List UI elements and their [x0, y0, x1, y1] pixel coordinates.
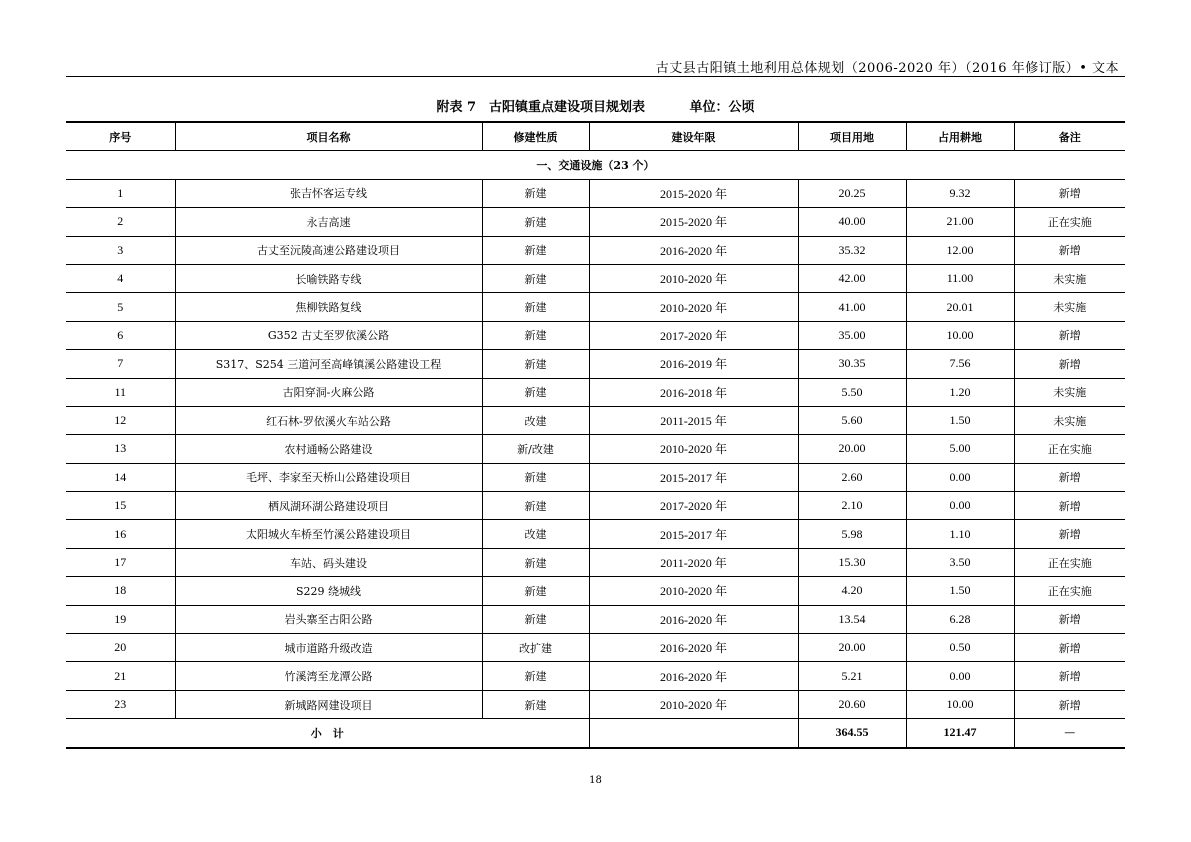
cell-period: 2010-2020 年 [589, 435, 798, 463]
project-plan-table [66, 121, 1125, 749]
cell-period: 2017-2020 年 [589, 492, 798, 520]
cell-farmland-occupied: 0.50 [906, 634, 1014, 662]
table-row [66, 690, 1125, 718]
cell-index: 1 [66, 179, 175, 207]
cell-construction-type: 新建 [482, 577, 589, 605]
cell-project-name: 竹溪湾至龙潭公路 [175, 662, 482, 690]
cell-farmland-occupied: 1.10 [906, 520, 1014, 548]
cell-index: 16 [66, 520, 175, 548]
cell-note: 正在实施 [1014, 577, 1125, 605]
table-row [66, 634, 1125, 662]
cell-period: 2010-2020 年 [589, 293, 798, 321]
cell-period: 2010-2020 年 [589, 264, 798, 292]
cell-note: 正在实施 [1014, 208, 1125, 236]
column-header-index: 序号 [66, 122, 175, 151]
cell-construction-type: 新建 [482, 264, 589, 292]
cell-note: 正在实施 [1014, 435, 1125, 463]
cell-index: 15 [66, 492, 175, 520]
cell-period: 2015-2020 年 [589, 179, 798, 207]
cell-project-land: 41.00 [798, 293, 906, 321]
subtotal-label: 小 计 [66, 719, 589, 748]
cell-construction-type: 改建 [482, 406, 589, 434]
cell-construction-type: 新建 [482, 690, 589, 718]
cell-construction-type: 新建 [482, 293, 589, 321]
table-row [66, 208, 1125, 236]
cell-project-name: 栖凤湖环湖公路建设项目 [175, 492, 482, 520]
cell-project-land: 4.20 [798, 577, 906, 605]
cell-index: 23 [66, 690, 175, 718]
cell-project-land: 5.21 [798, 662, 906, 690]
cell-note: 正在实施 [1014, 548, 1125, 576]
cell-index: 12 [66, 406, 175, 434]
cell-period: 2016-2020 年 [589, 662, 798, 690]
cell-project-land: 2.60 [798, 463, 906, 491]
cell-construction-type: 新建 [482, 463, 589, 491]
cell-project-name: S229 绕城线 [175, 577, 482, 605]
cell-project-name: 焦柳铁路复线 [175, 293, 482, 321]
cell-index: 7 [66, 350, 175, 378]
cell-construction-type: 新建 [482, 321, 589, 349]
cell-project-name: 古阳穿洞-火麻公路 [175, 378, 482, 406]
cell-project-land: 5.60 [798, 406, 906, 434]
cell-project-land: 20.60 [798, 690, 906, 718]
table-row [66, 179, 1125, 207]
cell-period: 2015-2020 年 [589, 208, 798, 236]
document-header-title: 古丈县古阳镇土地利用总体规划（2006-2020 年）（2016 年修订版）• 文本 [655, 61, 1119, 76]
table-row [66, 435, 1125, 463]
cell-period: 2017-2020 年 [589, 321, 798, 349]
cell-period: 2011-2015 年 [589, 406, 798, 434]
cell-project-name: 毛坪、李家至天桥山公路建设项目 [175, 463, 482, 491]
column-header-construction-type: 修建性质 [482, 122, 589, 151]
cell-index: 14 [66, 463, 175, 491]
cell-farmland-occupied: 0.00 [906, 492, 1014, 520]
cell-construction-type: 新建 [482, 208, 589, 236]
cell-farmland-occupied: 21.00 [906, 208, 1014, 236]
cell-farmland-occupied: 11.00 [906, 264, 1014, 292]
subtotal-row [66, 719, 1125, 748]
table-row [66, 577, 1125, 605]
cell-construction-type: 新建 [482, 350, 589, 378]
subtotal-land: 364.55 [798, 719, 906, 748]
column-header-farmland-occupied: 占用耕地 [906, 122, 1014, 151]
column-header-note: 备注 [1014, 122, 1125, 151]
cell-farmland-occupied: 7.56 [906, 350, 1014, 378]
cell-project-land: 20.00 [798, 634, 906, 662]
cell-index: 20 [66, 634, 175, 662]
cell-note: 未实施 [1014, 264, 1125, 292]
cell-construction-type: 新建 [482, 492, 589, 520]
cell-note: 新增 [1014, 634, 1125, 662]
column-header-project-land: 项目用地 [798, 122, 906, 151]
cell-period: 2016-2018 年 [589, 378, 798, 406]
cell-period: 2015-2017 年 [589, 520, 798, 548]
table-row [66, 605, 1125, 633]
table-title: 附表 7 古阳镇重点建设项目规划表 [436, 100, 646, 115]
table-row [66, 520, 1125, 548]
cell-project-land: 13.54 [798, 605, 906, 633]
cell-project-land: 40.00 [798, 208, 906, 236]
cell-note: 新增 [1014, 463, 1125, 491]
cell-project-name: G352 古丈至罗依溪公路 [175, 321, 482, 349]
cell-project-name: 永吉高速 [175, 208, 482, 236]
cell-project-name: 红石林-罗依溪火车站公路 [175, 406, 482, 434]
cell-note: 未实施 [1014, 293, 1125, 321]
cell-farmland-occupied: 3.50 [906, 548, 1014, 576]
table-row [66, 350, 1125, 378]
table-row [66, 662, 1125, 690]
cell-period: 2016-2020 年 [589, 605, 798, 633]
cell-period: 2011-2020 年 [589, 548, 798, 576]
cell-period: 2016-2020 年 [589, 236, 798, 264]
cell-project-land: 30.35 [798, 350, 906, 378]
cell-project-name: 农村通畅公路建设 [175, 435, 482, 463]
column-header-project-name: 项目名称 [175, 122, 482, 151]
cell-construction-type: 改扩建 [482, 634, 589, 662]
cell-note: 新增 [1014, 236, 1125, 264]
cell-project-land: 35.32 [798, 236, 906, 264]
cell-project-name: 古丈至沅陵高速公路建设项目 [175, 236, 482, 264]
cell-construction-type: 新建 [482, 179, 589, 207]
cell-farmland-occupied: 10.00 [906, 321, 1014, 349]
cell-project-name: 太阳城火车桥至竹溪公路建设项目 [175, 520, 482, 548]
cell-construction-type: 新建 [482, 236, 589, 264]
cell-note: 新增 [1014, 350, 1125, 378]
cell-project-name: 车站、码头建设 [175, 548, 482, 576]
cell-period: 2016-2019 年 [589, 350, 798, 378]
cell-farmland-occupied: 12.00 [906, 236, 1014, 264]
cell-construction-type: 新建 [482, 662, 589, 690]
table-header-row [66, 122, 1125, 151]
cell-period: 2010-2020 年 [589, 577, 798, 605]
cell-note: 新增 [1014, 605, 1125, 633]
cell-project-land: 15.30 [798, 548, 906, 576]
cell-project-name: 张吉怀客运专线 [175, 179, 482, 207]
cell-project-land: 5.98 [798, 520, 906, 548]
cell-farmland-occupied: 20.01 [906, 293, 1014, 321]
table-row [66, 492, 1125, 520]
cell-project-land: 20.25 [798, 179, 906, 207]
subtotal-period-empty [589, 719, 798, 748]
page-number: 18 [589, 775, 602, 786]
cell-index: 11 [66, 378, 175, 406]
cell-index: 17 [66, 548, 175, 576]
cell-period: 2015-2017 年 [589, 463, 798, 491]
cell-index: 3 [66, 236, 175, 264]
cell-period: 2010-2020 年 [589, 690, 798, 718]
table-row [66, 264, 1125, 292]
cell-period: 2016-2020 年 [589, 634, 798, 662]
cell-project-land: 5.50 [798, 378, 906, 406]
cell-note: 未实施 [1014, 406, 1125, 434]
cell-note: 新增 [1014, 520, 1125, 548]
cell-project-land: 35.00 [798, 321, 906, 349]
cell-construction-type: 新建 [482, 605, 589, 633]
table-caption [0, 96, 1191, 115]
table-row [66, 321, 1125, 349]
cell-construction-type: 改建 [482, 520, 589, 548]
cell-project-name: 岩头寨至古阳公路 [175, 605, 482, 633]
cell-farmland-occupied: 1.50 [906, 406, 1014, 434]
cell-note: 未实施 [1014, 378, 1125, 406]
cell-project-land: 2.10 [798, 492, 906, 520]
table-unit: 单位：公顷 [689, 100, 755, 115]
table-row [66, 548, 1125, 576]
cell-note: 新增 [1014, 492, 1125, 520]
cell-index: 4 [66, 264, 175, 292]
cell-index: 18 [66, 577, 175, 605]
cell-project-name: 新城路网建设项目 [175, 690, 482, 718]
section-row-transport [66, 151, 1125, 179]
cell-note: 新增 [1014, 321, 1125, 349]
cell-project-name: 长喻铁路专线 [175, 264, 482, 292]
cell-index: 2 [66, 208, 175, 236]
cell-construction-type: 新/改建 [482, 435, 589, 463]
table-row [66, 236, 1125, 264]
cell-farmland-occupied: 1.50 [906, 577, 1014, 605]
cell-project-land: 42.00 [798, 264, 906, 292]
cell-construction-type: 新建 [482, 548, 589, 576]
cell-farmland-occupied: 9.32 [906, 179, 1014, 207]
cell-index: 6 [66, 321, 175, 349]
cell-index: 21 [66, 662, 175, 690]
table-row [66, 378, 1125, 406]
cell-index: 5 [66, 293, 175, 321]
cell-note: 新增 [1014, 690, 1125, 718]
cell-project-land: 20.00 [798, 435, 906, 463]
cell-note: 新增 [1014, 662, 1125, 690]
table-row [66, 463, 1125, 491]
cell-project-name: 城市道路升级改造 [175, 634, 482, 662]
cell-project-name: S317、S254 三道河至高峰镇溪公路建设工程 [175, 350, 482, 378]
cell-index: 13 [66, 435, 175, 463]
cell-note: 新增 [1014, 179, 1125, 207]
cell-farmland-occupied: 1.20 [906, 378, 1014, 406]
header-divider [66, 76, 1125, 77]
column-header-period: 建设年限 [589, 122, 798, 151]
cell-farmland-occupied: 10.00 [906, 690, 1014, 718]
cell-farmland-occupied: 0.00 [906, 662, 1014, 690]
cell-farmland-occupied: 5.00 [906, 435, 1014, 463]
cell-index: 19 [66, 605, 175, 633]
subtotal-farmland: 121.47 [906, 719, 1014, 748]
cell-farmland-occupied: 6.28 [906, 605, 1014, 633]
cell-construction-type: 新建 [482, 378, 589, 406]
table-row [66, 406, 1125, 434]
cell-farmland-occupied: 0.00 [906, 463, 1014, 491]
subtotal-note: — [1014, 719, 1125, 748]
table-row [66, 293, 1125, 321]
section-title: 一、交通设施（23 个） [66, 151, 1125, 179]
